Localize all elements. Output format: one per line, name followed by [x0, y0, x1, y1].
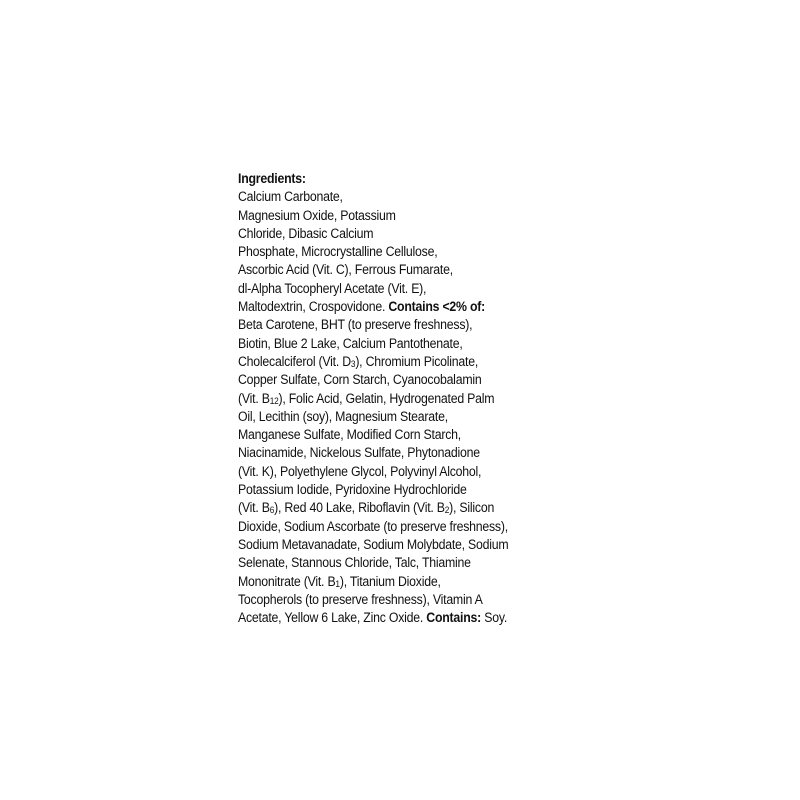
ingredient-line	[238, 481, 551, 499]
ingredient-line	[238, 243, 551, 261]
ingredient-text: ), Silicon	[449, 500, 495, 516]
ingredient-text: (Vit. B	[238, 390, 270, 406]
vitamin-subscript: 6	[269, 505, 275, 516]
ingredient-text: Acetate, Yellow 6 Lake, Zinc Oxide.	[238, 610, 424, 626]
ingredient-text: dl-Alpha Tocopheryl Acetate (Vit. E),	[238, 280, 427, 296]
ingredient-text: Tocopherols (to preserve freshness), Vitamin A	[238, 591, 483, 607]
ingredient-line	[238, 518, 551, 536]
ingredient-line	[238, 261, 551, 279]
ingredient-text: (Vit. K), Polyethylene Glycol, Polyvinyl Alcohol,	[238, 463, 482, 479]
ingredient-text: Potassium Iodide, Pyridoxine Hydrochloride	[238, 482, 467, 498]
ingredient-text: Calcium Carbonate,	[238, 189, 343, 205]
ingredient-text: Niacinamide, Nickelous Sulfate, Phytonadione	[238, 445, 480, 461]
ingredient-line	[238, 554, 551, 572]
ingredient-text: ), Folic Acid, Gelatin, Hydrogenated Palm	[278, 390, 495, 406]
ingredient-line	[238, 225, 551, 243]
ingredient-line	[238, 371, 551, 389]
ingredient-text: Manganese Sulfate, Modified Corn Starch,	[238, 427, 461, 443]
ingredient-line	[238, 591, 551, 609]
ingredient-line	[238, 316, 551, 334]
vitamin-subscript: 3	[350, 358, 356, 369]
ingredient-text: Beta Carotene, BHT (to preserve freshness),	[238, 317, 473, 333]
ingredient-line	[238, 408, 551, 426]
contains-allergen-heading: Contains:	[426, 610, 482, 626]
ingredient-line	[238, 499, 551, 517]
ingredient-text: ), Red 40 Lake, Riboflavin (Vit. B	[274, 500, 445, 516]
ingredient-text: Phosphate, Microcrystalline Cellulose,	[238, 244, 438, 260]
ingredient-text: Cholecalciferol (Vit. D	[238, 353, 351, 369]
ingredient-line	[238, 335, 551, 353]
ingredient-text: ), Chromium Picolinate,	[355, 353, 479, 369]
ingredient-text: Dioxide, Sodium Ascorbate (to preserve freshness),	[238, 518, 508, 534]
ingredient-line	[238, 188, 551, 206]
ingredient-line	[238, 207, 551, 225]
ingredient-line	[238, 573, 551, 591]
vitamin-subscript: 12	[269, 395, 279, 406]
ingredient-text: Mononitrate (Vit. B	[238, 573, 336, 589]
contains-less-than-2-percent-heading: Contains <2% of:	[388, 299, 485, 315]
ingredient-text: Maltodextrin, Crospovidone.	[238, 299, 386, 315]
ingredient-line	[238, 609, 551, 627]
ingredient-text: ), Titanium Dioxide,	[339, 573, 441, 589]
ingredient-text: (Vit. B	[238, 500, 270, 516]
allergen-text: Soy.	[484, 610, 508, 626]
ingredient-line	[238, 536, 551, 554]
ingredient-line	[238, 353, 551, 371]
ingredient-line	[238, 463, 551, 481]
ingredients-label	[238, 170, 551, 627]
ingredient-line	[238, 390, 551, 408]
vitamin-subscript: 1	[335, 578, 340, 589]
ingredient-text: Oil, Lecithin (soy), Magnesium Stearate,	[238, 408, 448, 424]
ingredient-text: Ascorbic Acid (Vit. C), Ferrous Fumarate,	[238, 262, 453, 278]
ingredient-line	[238, 444, 551, 462]
ingredient-line	[238, 280, 551, 298]
ingredient-text: Biotin, Blue 2 Lake, Calcium Pantothenate,	[238, 335, 463, 351]
vitamin-subscript: 2	[444, 505, 450, 516]
ingredient-text: Selenate, Stannous Chloride, Talc, Thiamine	[238, 555, 471, 571]
ingredient-line	[238, 426, 551, 444]
ingredient-line	[238, 298, 551, 316]
ingredients-heading: Ingredients:	[238, 171, 306, 186]
ingredient-text: Sodium Metavanadate, Sodium Molybdate, Sodium	[238, 536, 509, 552]
ingredient-text: Magnesium Oxide, Potassium	[238, 207, 396, 223]
ingredient-text: Chloride, Dibasic Calcium	[238, 225, 374, 241]
ingredient-text: Copper Sulfate, Corn Starch, Cyanocobalamin	[238, 372, 482, 388]
